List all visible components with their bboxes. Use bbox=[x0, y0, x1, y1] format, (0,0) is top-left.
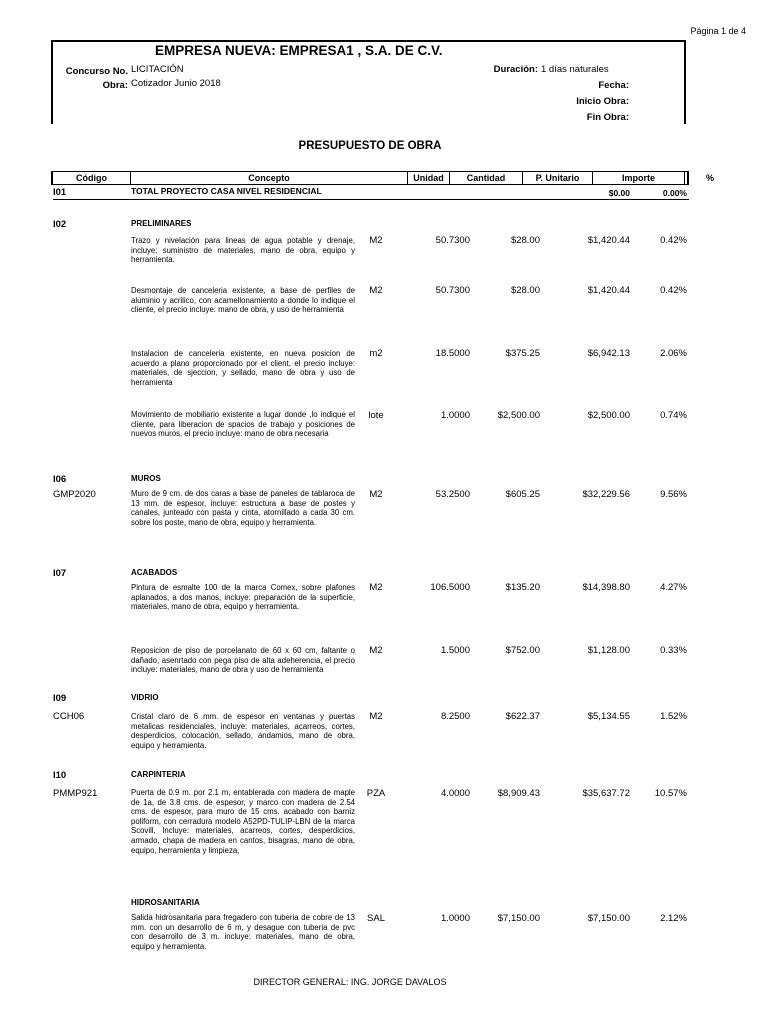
item-code: PMMP921 bbox=[53, 788, 98, 799]
item-percent: 0.42% bbox=[660, 285, 687, 296]
duracion-value: 1 días naturales bbox=[541, 64, 609, 75]
concurso-value: LICITACIÓN bbox=[131, 64, 184, 75]
item-description: Desmontaje de canceleria existente, a base de perfiles de aluminio y acrilico, con acamellonamiento a donde lo indique el cliente, el precio incluye: mano de obra, y uso de herramienta bbox=[131, 286, 355, 315]
section-code: I07 bbox=[53, 568, 67, 579]
col-codigo: Código bbox=[53, 172, 131, 184]
inicio-obra-label: Inicio Obra: bbox=[576, 96, 629, 107]
item-quantity: 4.0000 bbox=[440, 788, 470, 799]
item-description: Salida hidrosanitaria para fregadero con tuberia de cobre de 13 mm. con un desarrollo de 6 m, y desague con tuberia de pvc con desarrollo de 3 m. incluye: materiales, mano de obra, equipo y herramienta. bbox=[131, 913, 355, 951]
section-title: VIDRIO bbox=[131, 693, 159, 702]
item-amount: $2,500.00 bbox=[587, 410, 630, 421]
item-unit-price: $605.25 bbox=[505, 489, 540, 500]
total-code: I01 bbox=[53, 187, 67, 198]
item-percent: 4.27% bbox=[660, 582, 687, 593]
item-quantity: 50.7300 bbox=[435, 285, 470, 296]
item-description: Instalacion de canceleria existente, en nueva posicion de acuerdo a plano proporcionado por el client, el precio incluye: materiales, de sjeccion, y sellado, mano de obra y uso de herramienta bbox=[131, 349, 355, 387]
col-porcentaje: % bbox=[705, 173, 714, 183]
item-quantity: 18.5000 bbox=[435, 348, 470, 359]
item-unit: PZA bbox=[366, 788, 386, 799]
total-label: TOTAL PROYECTO CASA NIVEL RESIDENCIAL bbox=[131, 186, 322, 196]
item-unit-price: $28.00 bbox=[510, 285, 540, 296]
total-amount: $0.00 bbox=[608, 188, 630, 198]
item-unit: M2 bbox=[369, 489, 383, 500]
item-unit-price: $2,500.00 bbox=[497, 410, 540, 421]
item-quantity: 1.5000 bbox=[440, 645, 470, 656]
item-unit-price: $8,909.43 bbox=[497, 788, 540, 799]
item-quantity: 8.2500 bbox=[440, 711, 470, 722]
item-percent: 0.74% bbox=[660, 410, 687, 421]
item-unit: M2 bbox=[369, 645, 383, 656]
item-description: Cristal claro de 6 mm. de espesor en ventanas y puertas metalicas residenciales, incluye: materiales, acarreos, cortes, desperdicios, colocación, sellado, andamios, mano de obra, equipo y herramienta. bbox=[131, 712, 355, 750]
item-unit: m2 bbox=[369, 348, 383, 359]
obra-value: Cotizador Junio 2018 bbox=[131, 78, 221, 89]
item-description: Muro de 9 cm. de dos caras a base de paneles de tablaroca de 13 mm. de espesor, incluye: estructura a base de postes y canales, junteado con pasta y cinta, atornillado a cada 30 cm. sobre los poste, mano de obra, equipo y herramienta. bbox=[131, 489, 355, 527]
item-amount: $7,150.00 bbox=[587, 913, 630, 924]
section-code: I06 bbox=[53, 474, 67, 485]
item-amount: $14,398.80 bbox=[582, 582, 630, 593]
item-amount: $1,128.00 bbox=[587, 645, 630, 656]
item-amount: $35,637.72 bbox=[582, 788, 630, 799]
col-importe: Importe bbox=[593, 172, 685, 184]
item-unit-price: $7,150.00 bbox=[497, 913, 540, 924]
item-quantity: 1.0000 bbox=[440, 410, 470, 421]
page-number: Página 1 de 4 bbox=[690, 26, 746, 36]
col-unidad: Unidad bbox=[408, 172, 450, 184]
section-code: I02 bbox=[53, 219, 67, 230]
item-unit-price: $375.25 bbox=[505, 348, 540, 359]
item-percent: 2.12% bbox=[660, 913, 687, 924]
item-amount: $1,420.44 bbox=[587, 235, 630, 246]
item-percent: 10.57% bbox=[654, 788, 687, 799]
section-title: PRELIMINARES bbox=[131, 219, 192, 228]
table-header bbox=[51, 171, 714, 185]
item-amount: $6,942.13 bbox=[587, 348, 630, 359]
item-code: CCH06 bbox=[53, 711, 85, 722]
item-percent: 0.33% bbox=[660, 645, 687, 656]
duracion-label: Duración: bbox=[493, 64, 538, 75]
item-quantity: 53.2500 bbox=[435, 489, 470, 500]
item-description: Pintura de esmalte 100 de la marca Comex, sobre plafones aplanados, a dos manos, incluye: preparación de la superficie, materiales, mano de obra, equipo y herramienta. bbox=[131, 583, 355, 612]
section-code: I10 bbox=[53, 770, 67, 781]
item-description: Puerta de 0.9 m. por 2.1 m, entablerada con madera de maple de 1a, de 3.8 cms. de espesor, y marco con madera de 2.54 cms. de espesor, para muro de 15 cms. acabado con barniz poliform, con cerradura modelo A52PD-TULIP-LBN de la marca Scovill, Incluye: materiales, acarreos, cortes, desperdicios, armado, chapa de madera en cantos, bisagras, mano de obra, equipo, herramienta y limpieza, bbox=[131, 788, 355, 855]
item-amount: $1,420.44 bbox=[587, 285, 630, 296]
item-percent: 9.56% bbox=[660, 489, 687, 500]
item-percent: 1.52% bbox=[660, 711, 687, 722]
footer-signature: DIRECTOR GENERAL: ING. JORGE DAVALOS bbox=[253, 977, 447, 987]
total-pct: 0.00% bbox=[662, 188, 687, 198]
col-concepto: Concepto bbox=[131, 172, 408, 184]
item-description: Reposicion de piso de porcelanato de 60 x 60 cm, faltante o dañado, asenrtado con pega piso de alta adeherencia, el precio incluye: materiales, mano de obra y uso de herramienta bbox=[131, 646, 355, 675]
item-unit: M2 bbox=[369, 285, 383, 296]
item-percent: 0.42% bbox=[660, 235, 687, 246]
item-unit-price: $135.20 bbox=[505, 582, 540, 593]
fin-obra-label: Fin Obra: bbox=[586, 112, 629, 123]
document-title: PRESUPUESTO DE OBRA bbox=[298, 140, 442, 152]
company-name: EMPRESA NUEVA: EMPRESA1 , S.A. DE C.V. bbox=[155, 43, 443, 58]
item-amount: $32,229.56 bbox=[582, 489, 630, 500]
col-p-unitario: P. Unitario bbox=[523, 172, 593, 184]
item-unit: M2 bbox=[369, 582, 383, 593]
obra-label: Obra: bbox=[102, 80, 128, 91]
item-description: Movimiento de mobiliario existente a lugar donde ,lo indique el cliente, para liberacion de spacios de trabajo y posiciones de nuevos muros, el precio incluye: mano de obra necesaria bbox=[131, 410, 355, 439]
section-title: ACABADOS bbox=[131, 568, 178, 577]
section-title: HIDROSANITARIA bbox=[131, 898, 200, 907]
concurso-label: Concurso No. bbox=[65, 66, 128, 77]
item-quantity: 106.5000 bbox=[430, 582, 470, 593]
item-unit: M2 bbox=[369, 235, 383, 246]
total-divider bbox=[53, 199, 689, 200]
item-amount: $5,134.55 bbox=[587, 711, 630, 722]
item-quantity: 50.7300 bbox=[435, 235, 470, 246]
item-unit-price: $28.00 bbox=[510, 235, 540, 246]
fecha-label: Fecha: bbox=[598, 80, 629, 91]
item-percent: 2.06% bbox=[660, 348, 687, 359]
item-quantity: 1.0000 bbox=[440, 913, 470, 924]
item-description: Trazo y nivelación para lineas de agua potable y drenaje, incluye: suministro de materiales, mano de obra, equipo y herramienta. bbox=[131, 236, 355, 265]
item-unit-price: $622.37 bbox=[505, 711, 540, 722]
section-code: I09 bbox=[53, 693, 67, 704]
section-title: MUROS bbox=[131, 474, 161, 483]
col-cantidad: Cantidad bbox=[450, 172, 523, 184]
item-unit: SAL bbox=[367, 913, 385, 924]
item-unit: lote bbox=[368, 410, 384, 421]
section-title: CARPINTERIA bbox=[131, 770, 186, 779]
item-unit: M2 bbox=[369, 711, 383, 722]
item-unit-price: $752.00 bbox=[505, 645, 540, 656]
item-code: GMP2020 bbox=[53, 489, 96, 500]
